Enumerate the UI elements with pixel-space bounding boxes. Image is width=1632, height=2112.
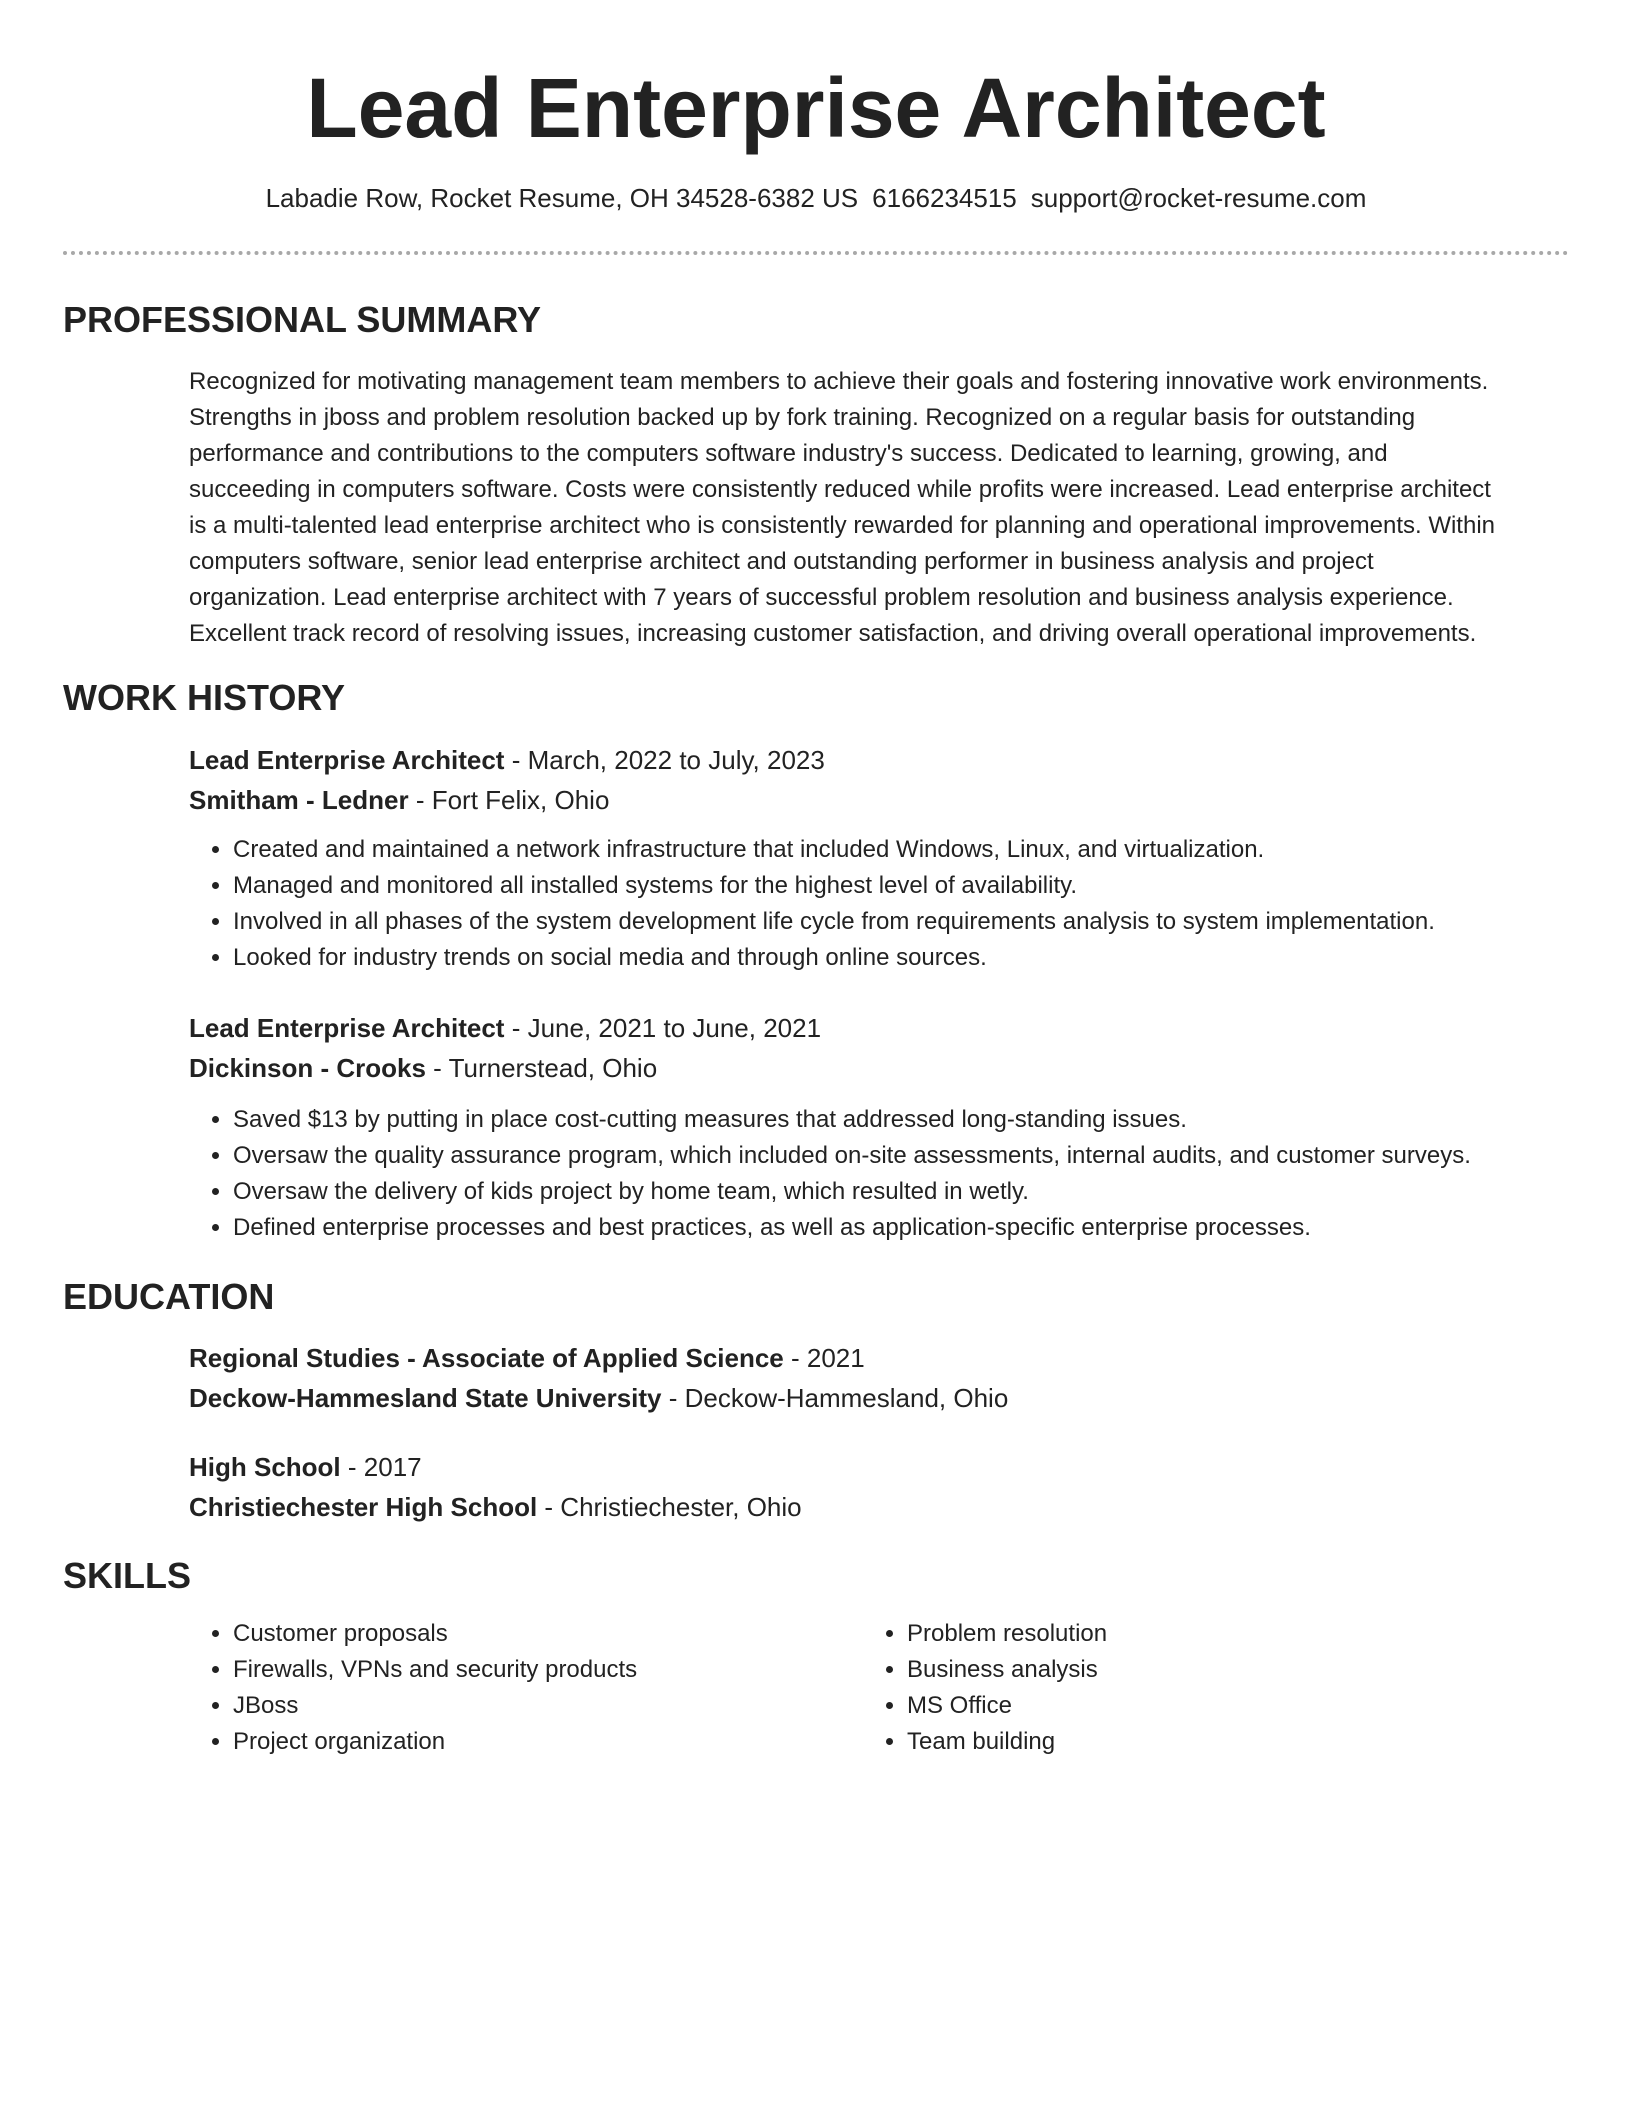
- skill-item: • MS Office: [907, 1688, 1107, 1724]
- job-company: Dickinson - Crooks: [189, 1053, 426, 1083]
- summary-line: organization. Lead enterprise architect with 7 years of successful problem resolution and business analysis experience.: [189, 584, 1454, 611]
- skill-item: • Firewalls, VPNs and security products: [233, 1652, 637, 1688]
- job-title-line: [189, 1008, 1569, 1048]
- job-bullet: • Managed and monitored all installed systems for the highest level of availability.: [233, 868, 1569, 904]
- summary-line: Excellent track record of resolving issues, increasing customer satisfaction, and driving overall operational improvements.: [189, 620, 1477, 647]
- job-location: - Turnerstead, Ohio: [425, 1053, 658, 1083]
- skill-item: • JBoss: [233, 1688, 637, 1724]
- job-bullet: • Saved $13 by putting in place cost-cutting measures that addressed long-standing issues.: [233, 1102, 1569, 1138]
- job-bullet: • Oversaw the delivery of kids project by home team, which resulted in wetly.: [233, 1174, 1569, 1210]
- contact-line: [0, 180, 1632, 216]
- skill-item: • Customer proposals: [233, 1616, 637, 1652]
- job-company-line: [189, 780, 1569, 820]
- job-role: Lead Enterprise Architect: [189, 1013, 505, 1043]
- skill-item: • Project organization: [233, 1724, 637, 1760]
- skill-item: • Business analysis: [907, 1652, 1107, 1688]
- summary-line: succeeding in computers software. Costs were consistently reduced while profits were increased. Lead enterprise architect: [189, 476, 1491, 503]
- job-bullet: • Oversaw the quality assurance program, which included on-site assessments, internal audits, and customer surveys.: [233, 1138, 1569, 1174]
- education-school: Deckow-Hammesland State University: [189, 1383, 662, 1413]
- education-location: - Deckow-Hammesland, Ohio: [661, 1383, 1009, 1413]
- contact-phone: 6166234515: [872, 183, 1017, 213]
- job-bullet: • Created and maintained a network infrastructure that included Windows, Linux, and virtualization.: [233, 832, 1569, 868]
- job-role: Lead Enterprise Architect: [189, 745, 505, 775]
- education-year: - 2017: [340, 1452, 422, 1482]
- education-degree: Regional Studies - Associate of Applied Science: [189, 1343, 784, 1373]
- education-school-line: [189, 1487, 1569, 1527]
- resume-name: Lead Enterprise Architect: [306, 61, 1326, 155]
- summary-line: computers software, senior lead enterprise architect and outstanding performer in business analysis and project: [189, 548, 1374, 575]
- education-location: - Christiechester, Ohio: [537, 1492, 802, 1522]
- education-year: - 2021: [783, 1343, 865, 1373]
- skills-column-left: [189, 1616, 637, 1760]
- education-degree: High School: [189, 1452, 341, 1482]
- header-divider: [63, 251, 1569, 255]
- job-bullet: • Defined enterprise processes and best practices, as well as application-specific enterprise processes.: [233, 1210, 1569, 1246]
- education-school-line: [189, 1378, 1569, 1418]
- education-degree-line: [189, 1338, 1569, 1378]
- job-location: - Fort Felix, Ohio: [408, 785, 610, 815]
- contact-address: Labadie Row, Rocket Resume, OH 34528-6382 US: [265, 183, 859, 213]
- job-entry: [189, 740, 1569, 976]
- job-dates: - March, 2022 to July, 2023: [504, 745, 825, 775]
- education-degree-line: [189, 1447, 1569, 1487]
- skills-list: [189, 1616, 637, 1760]
- section-title-skills: SKILLS: [63, 1555, 192, 1596]
- job-bullet: • Involved in all phases of the system development life cycle from requirements analysis to system implementation.: [233, 904, 1569, 940]
- section-title-work: WORK HISTORY: [63, 677, 346, 718]
- section-title-education: EDUCATION: [63, 1276, 275, 1317]
- skills-block: [189, 1616, 1569, 1766]
- job-dates: - June, 2021 to June, 2021: [504, 1013, 822, 1043]
- job-bullets: [189, 832, 1569, 976]
- summary-line: performance and contributions to the computers software industry's success. Dedicated to learning, growing, and: [189, 440, 1388, 467]
- job-entry: [189, 1008, 1569, 1246]
- education-entry: [189, 1338, 1569, 1418]
- summary-line: Recognized for motivating management team members to achieve their goals and fostering innovative work environments.: [189, 368, 1489, 395]
- summary-text: [189, 364, 1569, 652]
- education-school: Christiechester High School: [189, 1492, 538, 1522]
- summary-block: [189, 364, 1569, 652]
- contact-email: support@rocket-resume.com: [1030, 183, 1367, 213]
- skills-list: [863, 1616, 1107, 1760]
- skills-column-right: [863, 1616, 1107, 1760]
- job-title-line: [189, 740, 1569, 780]
- job-company: Smitham - Ledner: [189, 785, 409, 815]
- summary-line: is a multi-talented lead enterprise architect who is consistently rewarded for planning and operational improvements. Within: [189, 512, 1495, 539]
- job-company-line: [189, 1048, 1569, 1088]
- skill-item: • Problem resolution: [907, 1616, 1107, 1652]
- education-entry: [189, 1447, 1569, 1527]
- job-bullets: [189, 1102, 1569, 1246]
- summary-line: Strengths in jboss and problem resolution backed up by fork training. Recognized on a regular basis for outstanding: [189, 404, 1416, 431]
- skill-item: • Team building: [907, 1724, 1107, 1760]
- job-bullet: • Looked for industry trends on social media and through online sources.: [233, 940, 1569, 976]
- section-title-summary: PROFESSIONAL SUMMARY: [63, 299, 542, 340]
